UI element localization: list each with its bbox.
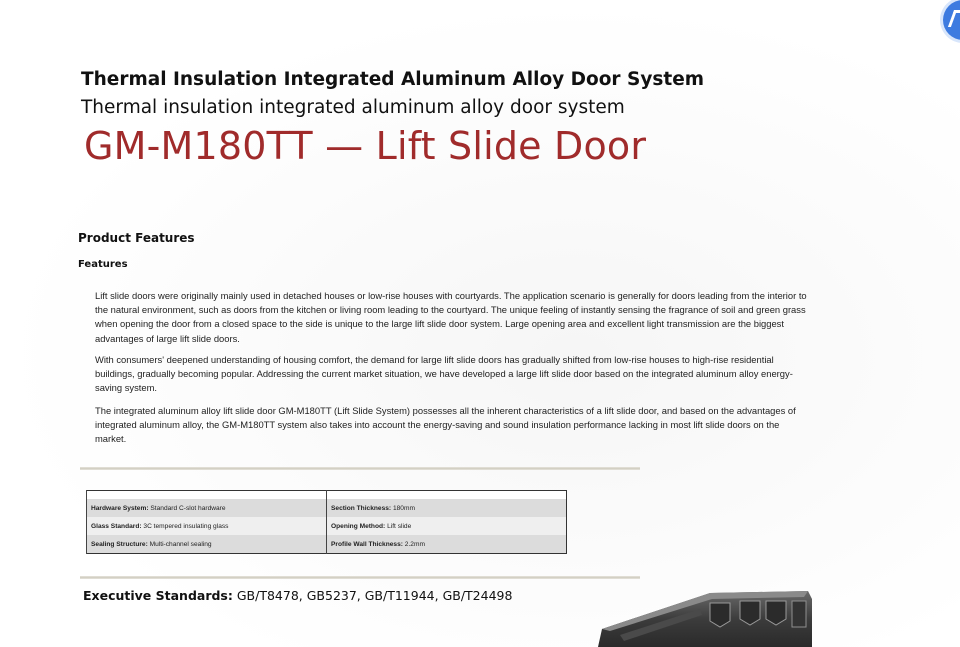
page-title: Thermal Insulation Integrated Aluminum Alloy Door System xyxy=(81,69,705,90)
spec-value: 3C tempered insulating glass xyxy=(143,522,229,530)
model-title: GM-M180TT — Lift Slide Door xyxy=(84,124,647,168)
table-cell xyxy=(327,499,567,517)
spec-value: Multi-channel sealing xyxy=(149,540,212,548)
table-row xyxy=(87,517,567,535)
executive-standards-value: GB/T8478, GB5237, GB/T11944, GB/T24498 xyxy=(236,588,513,603)
spec-value: Standard C-slot hardware xyxy=(150,504,226,512)
spec-label: Profile Wall Thickness: xyxy=(331,540,403,548)
spec-value: Lift slide xyxy=(387,522,412,530)
section-heading-product-features: Product Features xyxy=(78,231,195,245)
divider xyxy=(80,576,640,579)
divider xyxy=(80,467,640,470)
section-subheading-features: Features xyxy=(78,259,128,270)
feature-paragraph: Lift slide doors were originally mainly used in detached houses or low-rise houses with courtyards. The application scenario is generally for doors leading from the interior to the natural environment, such as doors from the kitchen or living room leading to the courtyard. The unique feeling of instantly sensing the fragrance of soil and green grass when opening the door from a closed space to the side is unique to the large lift slide door system. Large opening area and excellent light transmission are the biggest advantages of large lift slide doors. xyxy=(95,290,807,344)
spec-label: Sealing Structure: xyxy=(91,540,148,548)
executive-standards xyxy=(83,588,512,603)
table-row xyxy=(87,535,567,554)
spec-label: Glass Standard: xyxy=(91,522,142,530)
table-cell xyxy=(87,535,327,554)
executive-standards-label: Executive Standards: xyxy=(83,588,233,603)
specs-table xyxy=(86,490,567,554)
table-cell xyxy=(87,499,327,517)
feature-paragraph: The integrated aluminum alloy lift slide door GM-M180TT (Lift Slide System) possesses all the inherent characteristics of a lift slide door, and based on the advantages of integrated aluminum alloy, the GM-M180TT system also takes into account the energy-saving and sound insulation performance lacking in most lift slide doors on the market. xyxy=(95,405,796,445)
table-cell xyxy=(327,517,567,535)
spec-value: 2.2mm xyxy=(404,540,425,548)
spec-value: 180mm xyxy=(392,504,415,512)
table-cell xyxy=(87,491,327,500)
spec-label: Opening Method: xyxy=(331,522,386,530)
table-row xyxy=(87,499,567,517)
aluminum-profile-image xyxy=(590,585,820,647)
spec-label: Section Thickness: xyxy=(331,504,392,512)
table-header-row xyxy=(87,491,567,500)
feature-paragraph: With consumers' deepened understanding of housing comfort, the demand for large lift slide doors has gradually shifted from low-rise houses to high-rise residential buildings, gradually becoming popular. Addressing the current market situation, we have developed a large lift slide door based on the integrated aluminum alloy energy-saving system. xyxy=(95,354,793,394)
table-cell xyxy=(327,491,567,500)
page-subtitle: Thermal insulation integrated aluminum alloy door system xyxy=(81,97,625,118)
spec-label: Hardware System: xyxy=(91,504,149,512)
table-cell xyxy=(327,535,567,554)
table-cell xyxy=(87,517,327,535)
